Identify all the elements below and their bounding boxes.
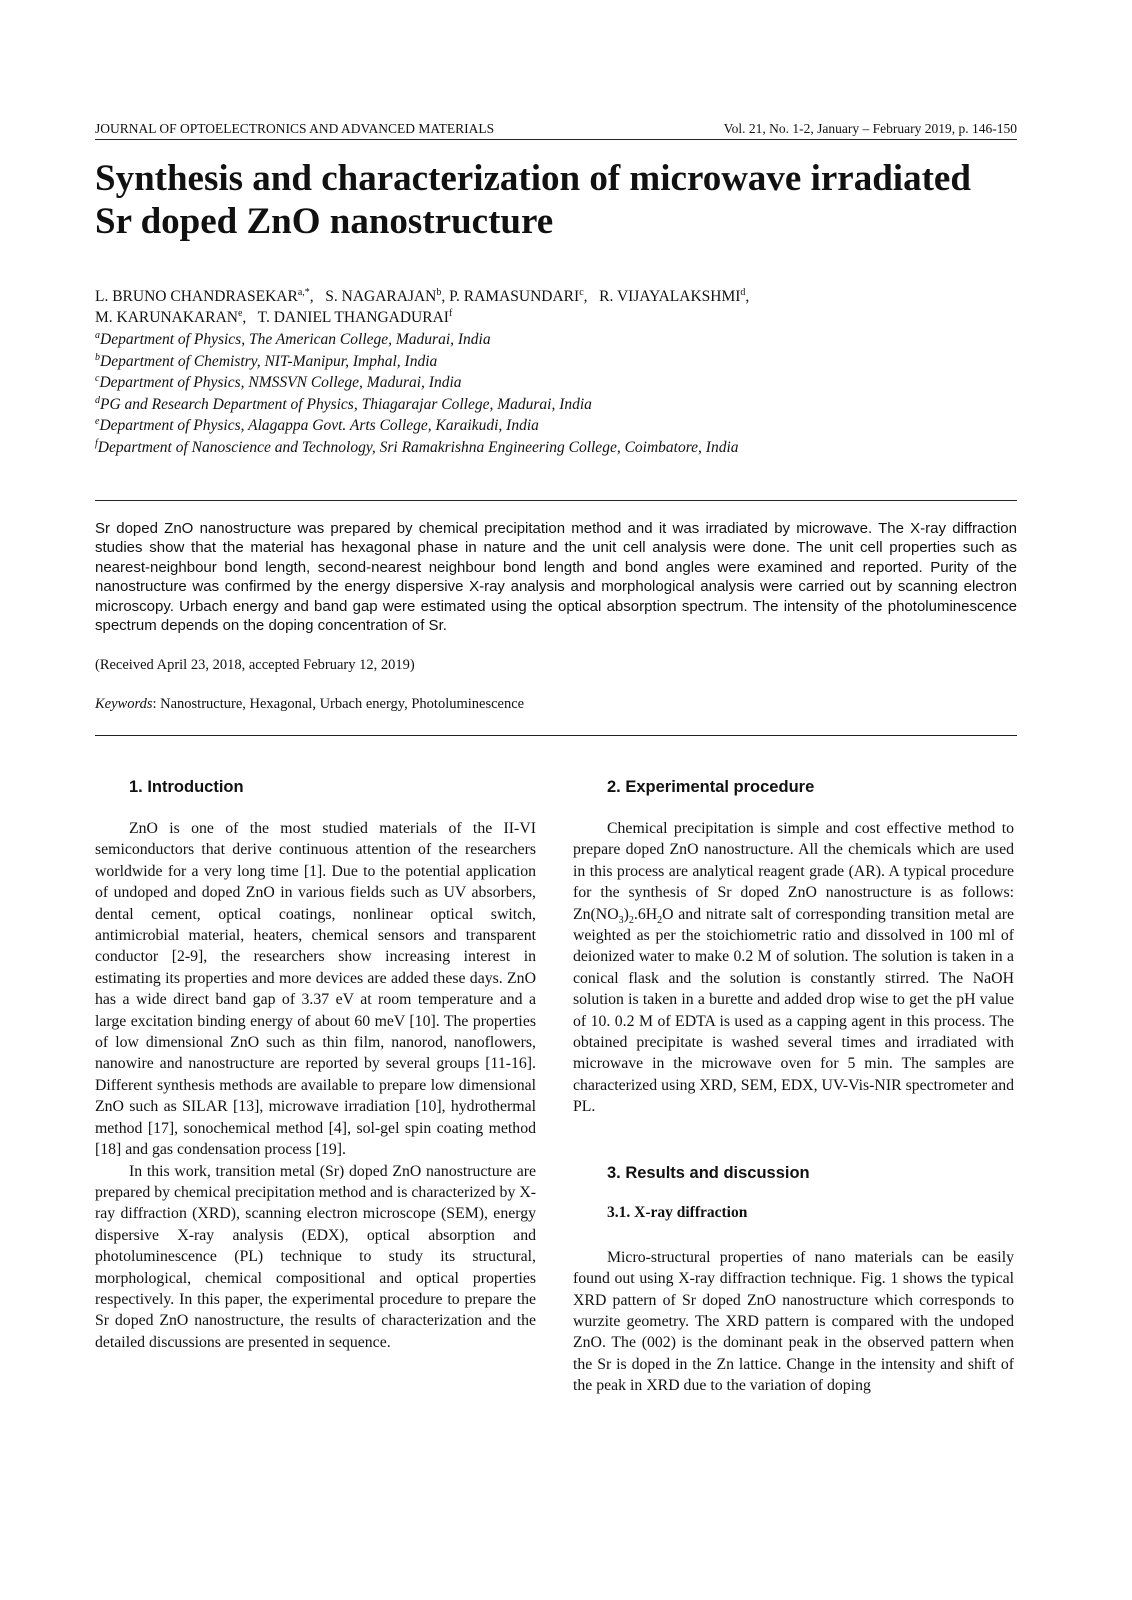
- keywords-label: Keywords: [95, 696, 153, 712]
- author-name: R. VIJAYALAKSHMI: [599, 288, 741, 305]
- section-heading-experimental: 2. Experimental procedure: [607, 778, 815, 796]
- author-affil-mark: f: [448, 307, 453, 319]
- keywords: [95, 696, 524, 713]
- affiliation: $^c$Department of Physics, NMSSVN College, Madurai, India: [95, 372, 462, 391]
- paper-title: [95, 157, 1035, 243]
- affiliation: $^f$Department of Nanoscience and Technology, Sri Ramakrishna Engineering College, Coimbatore, India: [95, 437, 739, 456]
- author-affil-mark: b: [436, 286, 442, 298]
- author-list: L. BRUNO $CHANDRASEKAR^{a,*}$, S. NAGARAJAN$^b$, P. RAMASUNDARI$^c$, R. VIJAYALAKSHMI$^d$, M. KARUNAKARAN$^e$, T. DANIEL THANGADURAI$^f$: [95, 286, 750, 326]
- experimental-paragraph: Chemical precipitation is simple and cost effective method to prepare doped ZnO nanostructure. All the chemicals which are used in this process are analytical reagent grade (AR). A typical procedure for the synthesis of Sr doped ZnO nanostructure is as follows: $Zn(NO_3)_2.6H_2O$ and nitrate salt of corresponding transition metal are weighted as per the stoichiometric ratio and dissolved in 100 ml of deionized water to make 0.2 M of solution. The solution is taken in a conical flask and the solution is constantly stirred. The NaOH solution is taken in a burette and added drop wise to get the pH value of 10. 0.2 M of EDTA is used as a capping agent in this process. The obtained precipitate is washed several times and irradiated with microwave in the microwave oven for 5 min. The samples are characterized using XRD, SEM, EDX, UV-Vis-NIR spectrometer and PL.: [573, 820, 1014, 1116]
- abstract: Sr doped ZnO nanostructure was prepared by chemical precipitation method and it was irradiated by microwave. The X-ray diffraction studies show that the material has hexagonal phase in nature and the unit cell analysis were done. The unit cell properties such as nearest-neighbour bond length, second-nearest neighbour bond length and bond angles were examined and reported. Purity of the nanostructure was confirmed by the energy dispersive X-ray analysis and morphological analysis were carried out by scanning electron microscopy. Urbach energy and band gap were estimated using the optical absorption spectrum. The intensity of the photoluminescence spectrum depends on the doping concentration of Sr.: [95, 520, 1017, 635]
- subsection-heading-xrd: 3.1. X-ray diffraction: [607, 1203, 748, 1221]
- results-paragraph-1: Micro-structural properties of nano materials can be easily found out using X-ray diffraction technique. Fig. 1 shows the typical XRD pattern of Sr doped ZnO nanostructure which corresponds to wurzite geometry. The XRD pattern is compared with the undoped ZnO. The (002) is the dominant peak in the observed pattern when the Sr is doped in the Zn lattice. Change in the intensity and shift of the peak in XRD due to the variation of doping: [573, 1248, 1014, 1395]
- author-name: S. NAGARAJAN: [325, 288, 437, 305]
- affiliation-list: [95, 329, 1025, 458]
- intro-paragraph-2: In this work, transition metal (Sr) doped ZnO nanostructure are prepared by chemical precipitation method and is characterized by X-ray diffraction (XRD), scanning electron microscope (SEM), energy dispersive X-ray analysis (EDX), optical absorption and photoluminescence (PL) technique to study its structural, morphological, chemical compositional and optical properties respectively. In this paper, the experimental procedure to prepare the Sr doped ZnO nanostructure, the results of characterization and the detailed discussions are presented in sequence.: [95, 1162, 536, 1351]
- affiliation: $^e$Department of Physics, Alagappa Govt. Arts College, Karaikudi, India: [95, 415, 539, 434]
- divider-bottom: [95, 735, 1017, 736]
- section-heading-results: 3. Results and discussion: [607, 1163, 810, 1182]
- journal-name: JOURNAL OF OPTOELECTRONICS AND ADVANCED MATERIALS: [95, 121, 495, 136]
- running-header: [95, 121, 1017, 140]
- keywords-text: : Nanostructure, Hexagonal, Urbach energy, Photoluminescence: [152, 696, 525, 712]
- author-name: M. KARUNAKARAN: [95, 309, 238, 326]
- title-line-1: Synthesis and characterization of microwave irradiated: [95, 158, 971, 199]
- left-column: [95, 776, 536, 1353]
- author-affil-mark: d: [740, 286, 746, 298]
- author-affil-mark: e: [237, 307, 243, 319]
- volume-info: Vol. 21, No. 1-2, January – February 2019, p. 146-150: [723, 121, 1017, 136]
- chemical-formula: $Zn(NO_3)_2.6H_2O$: [573, 905, 674, 926]
- intro-paragraph-1: ZnO is one of the most studied materials of the II-VI semiconductors that derive continuous attention of the researchers worldwide for a very long time [1]. Due to the potential application of undoped and doped ZnO in various fields such as UV absorbers, dental cement, optical coatings, nonlinear optical switch, antimicrobial material, heaters, chemical sensors and transparent conductor [2-9], the researchers show increasing interest in estimating its properties and more devices are added these days. ZnO has a wide direct band gap of 3.37 eV at room temperature and a large excitation binding energy of about 60 meV [10]. The properties of low dimensional ZnO such as thin film, nanorod, nanoflowers, nanowire and nanostructure are reported by several groups [11-16]. Different synthesis methods are available to prepare low dimensional ZnO such as SILAR [13], microwave irradiation [10], hydrothermal method [17], sonochemical method [4], sol-gel spin coating method [18] and gas condensation process [19].: [95, 820, 536, 1159]
- received-dates: (Received April 23, 2018, accepted February 12, 2019): [95, 657, 415, 673]
- section-heading-introduction: 1. Introduction: [129, 778, 244, 796]
- affiliation: $^d$PG and Research Department of Physics, Thiagarajar College, Madurai, India: [95, 394, 592, 413]
- author-name: L. BRUNO CHANDRASEKAR: [95, 288, 298, 305]
- author-affil-mark: c: [579, 286, 584, 298]
- title-line-2: Sr doped ZnO nanostructure: [95, 201, 554, 242]
- right-column: [573, 776, 1014, 1397]
- author-affil-mark: a,*: [297, 286, 310, 298]
- author-name: P. RAMASUNDARI: [449, 288, 580, 305]
- author-name: T. DANIEL THANGADURAI: [257, 309, 449, 326]
- divider-top: [95, 500, 1017, 501]
- affiliation: $^a$Department of Physics, The American College, Madurai, India: [95, 329, 491, 348]
- affiliation: $^b$Department of Chemistry, NIT-Manipur, Imphal, India: [95, 351, 438, 370]
